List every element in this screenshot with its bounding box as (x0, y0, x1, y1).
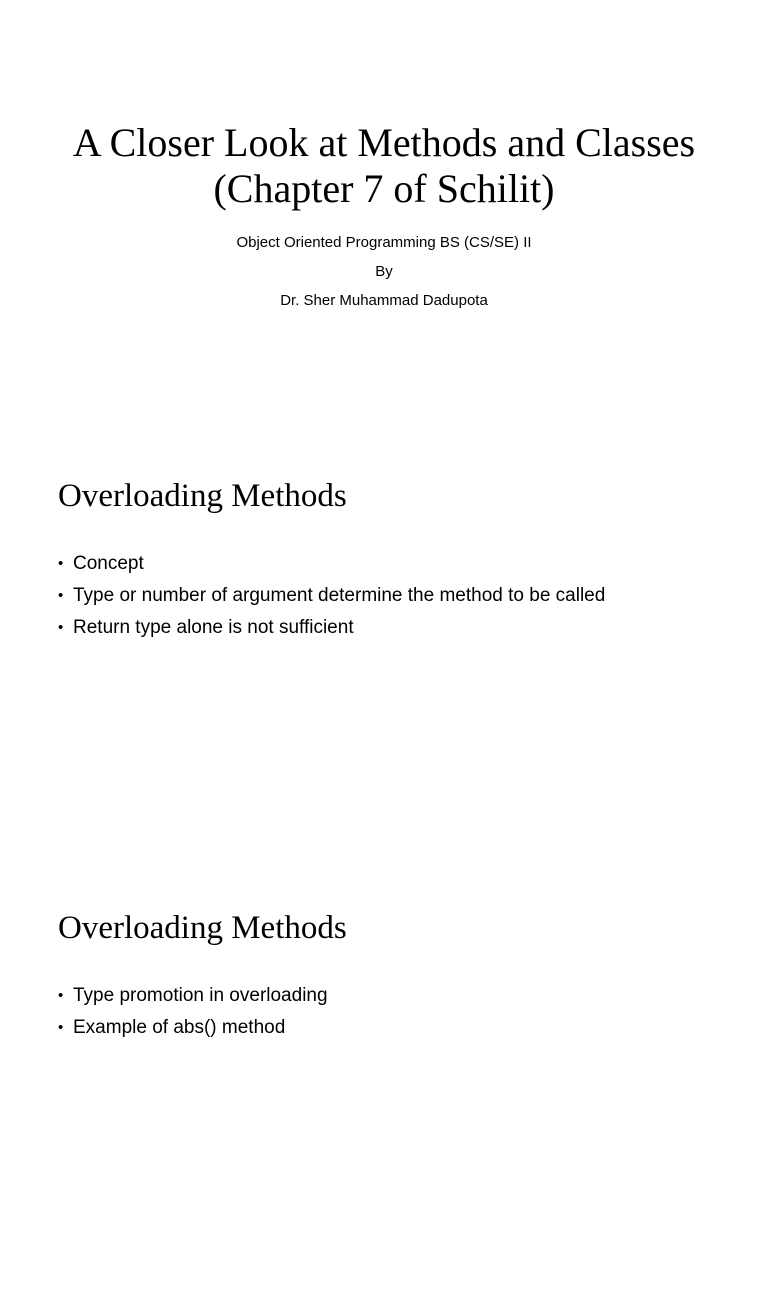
title-slide (0, 0, 768, 432)
bullet-item (58, 580, 605, 612)
slide-title-line: A Closer Look at Methods and Classes (72, 120, 696, 165)
author-name: Dr. Sher Muhammad Dadupota (280, 292, 488, 309)
bullet-list (58, 980, 328, 1044)
bullet-item (58, 612, 605, 644)
bullet-text: Type or number of argument determine the method to be called (73, 585, 606, 606)
bullet-text: Example of abs() method (73, 1017, 286, 1038)
bullet-icon: • (58, 987, 64, 1004)
bullet-item (58, 548, 605, 580)
slide-subtitle (0, 228, 768, 315)
slide-title (0, 120, 768, 212)
bullet-icon: • (58, 555, 64, 572)
bullet-text: Concept (73, 553, 144, 574)
content-slide-overloading-2 (0, 864, 768, 1296)
bullet-text: Return type alone is not sufficient (73, 617, 354, 638)
bullet-icon: • (58, 619, 64, 636)
bullet-text: Type promotion in overloading (73, 985, 328, 1006)
bullet-item (58, 1012, 328, 1044)
slide-heading: Overloading Methods (58, 910, 347, 946)
slide-title-line: (Chapter 7 of Schilit) (213, 166, 555, 211)
by-label: By (375, 263, 393, 280)
content-slide-overloading-1 (0, 432, 768, 864)
bullet-item (58, 980, 328, 1012)
bullet-icon: • (58, 1019, 64, 1036)
bullet-icon: • (58, 587, 64, 604)
bullet-list (58, 548, 605, 644)
slide-heading: Overloading Methods (58, 478, 347, 514)
course-name: Object Oriented Programming BS (CS/SE) II (236, 234, 532, 251)
